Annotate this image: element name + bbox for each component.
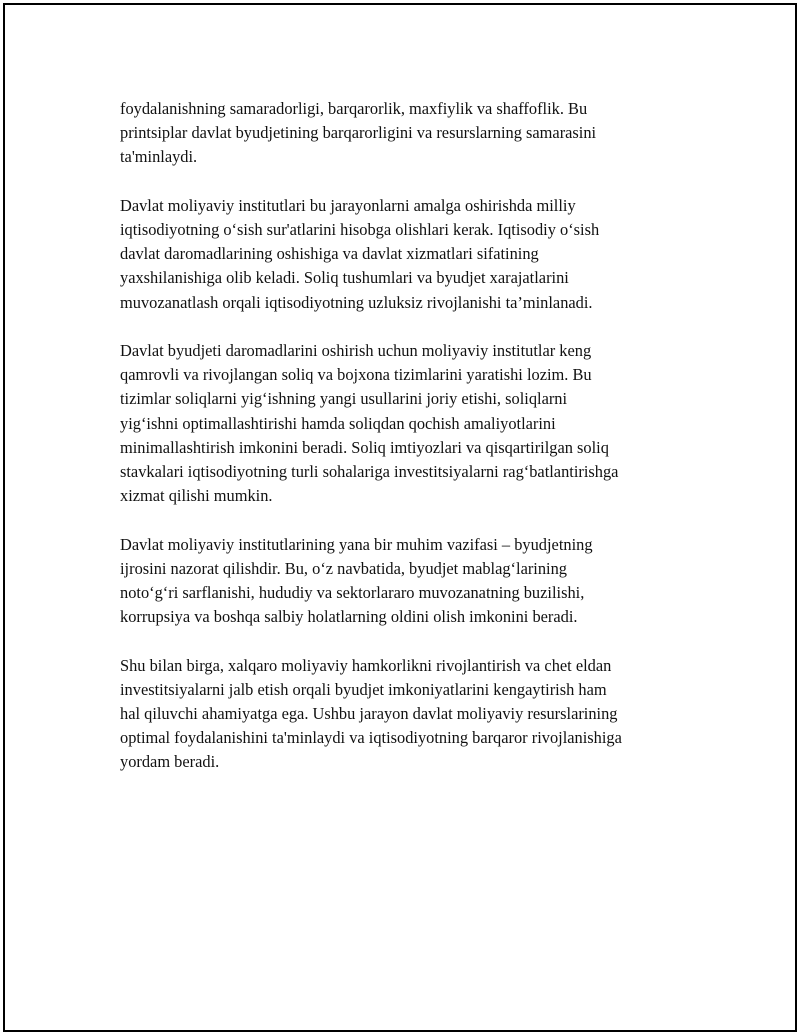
text-line: korrupsiya va boshqa salbiy holatlarning oldini olish imkonini beradi. [120,607,578,627]
paragraph-4 [120,533,690,630]
text-line: ijrosini nazorat qilishdir. Bu, o‘z navbatida, byudjet mablag‘larining [120,558,567,578]
text-line: Davlat moliyaviy institutlari bu jarayonlarni amalga oshirishda milliy [120,195,576,215]
text-line: tizimlar soliqlarni yig‘ishning yangi usullarini joriy etishi, soliqlarni [120,389,568,409]
text-line: iqtisodiyotning o‘sish sur'atlarini hisobga olishlari kerak. Iqtisodiy o‘sish [120,220,600,239]
text-line: foydalanishning samaradorligi, barqarorlik, maxfiylik va shaffoflik. Bu [120,99,588,118]
text-line: davlat daromadlarining oshishiga va davlat xizmatlari sifatining [120,244,539,264]
text-line: stavkalari iqtisodiyotning turli sohalariga investitsiyalarni rag‘batlantirishga [120,462,619,482]
text-line: printsiplar davlat byudjetining barqarorligini va resurslarning samarasini [120,123,597,143]
text-line: investitsiyalarni jalb etish orqali byudjet imkoniyatlarini kengaytirish ham [120,679,607,699]
paragraph-1 [120,97,690,170]
text-line: noto‘g‘ri sarflanishi, hududiy va sektorlararo muvozanatning buzilishi, [120,583,585,603]
paragraph-5 [120,654,690,775]
text-line: ta'minlaydi. [120,147,198,167]
text-line: xizmat qilishi mumkin. [120,486,273,506]
text-line: yordam beradi. [120,752,220,772]
text-line: qamrovli va rivojlangan soliq va bojxona tizimlarini yaratishi lozim. Bu [120,365,592,385]
text-line: yaxshilanishiga olib keladi. Soliq tushumlari va byudjet xarajatlarini [120,268,569,288]
paragraph-2 [120,194,690,315]
text-line: minimallashtirish imkonini beradi. Soliq imtiyozlari va qisqartirilgan soliq [120,437,609,457]
text-line: Davlat moliyaviy institutlarining yana bir muhim vazifasi – byudjetning [120,534,593,554]
paragraph-3 [120,339,690,508]
text-line: yig‘ishni optimallashtirishi hamda soliqdan qochish amaliyotlarini [120,413,556,433]
text-line: muvozanatlash orqali iqtisodiyotning uzluksiz rivojlanishi ta’minlanadi. [120,292,593,312]
text-line: Davlat byudjeti daromadlarini oshirish uchun moliyaviy institutlar keng [120,341,592,360]
text-line: Shu bilan birga, xalqaro moliyaviy hamkorlikni rivojlantirish va chet eldan [120,655,612,675]
text-line: optimal foydalanishini ta'minlaydi va iqtisodiyotning barqaror rivojlanishiga [120,728,622,748]
document-body [120,97,690,799]
document-page [3,3,797,1032]
text-line: hal qiluvchi ahamiyatga ega. Ushbu jarayon davlat moliyaviy resurslarining [120,704,618,724]
